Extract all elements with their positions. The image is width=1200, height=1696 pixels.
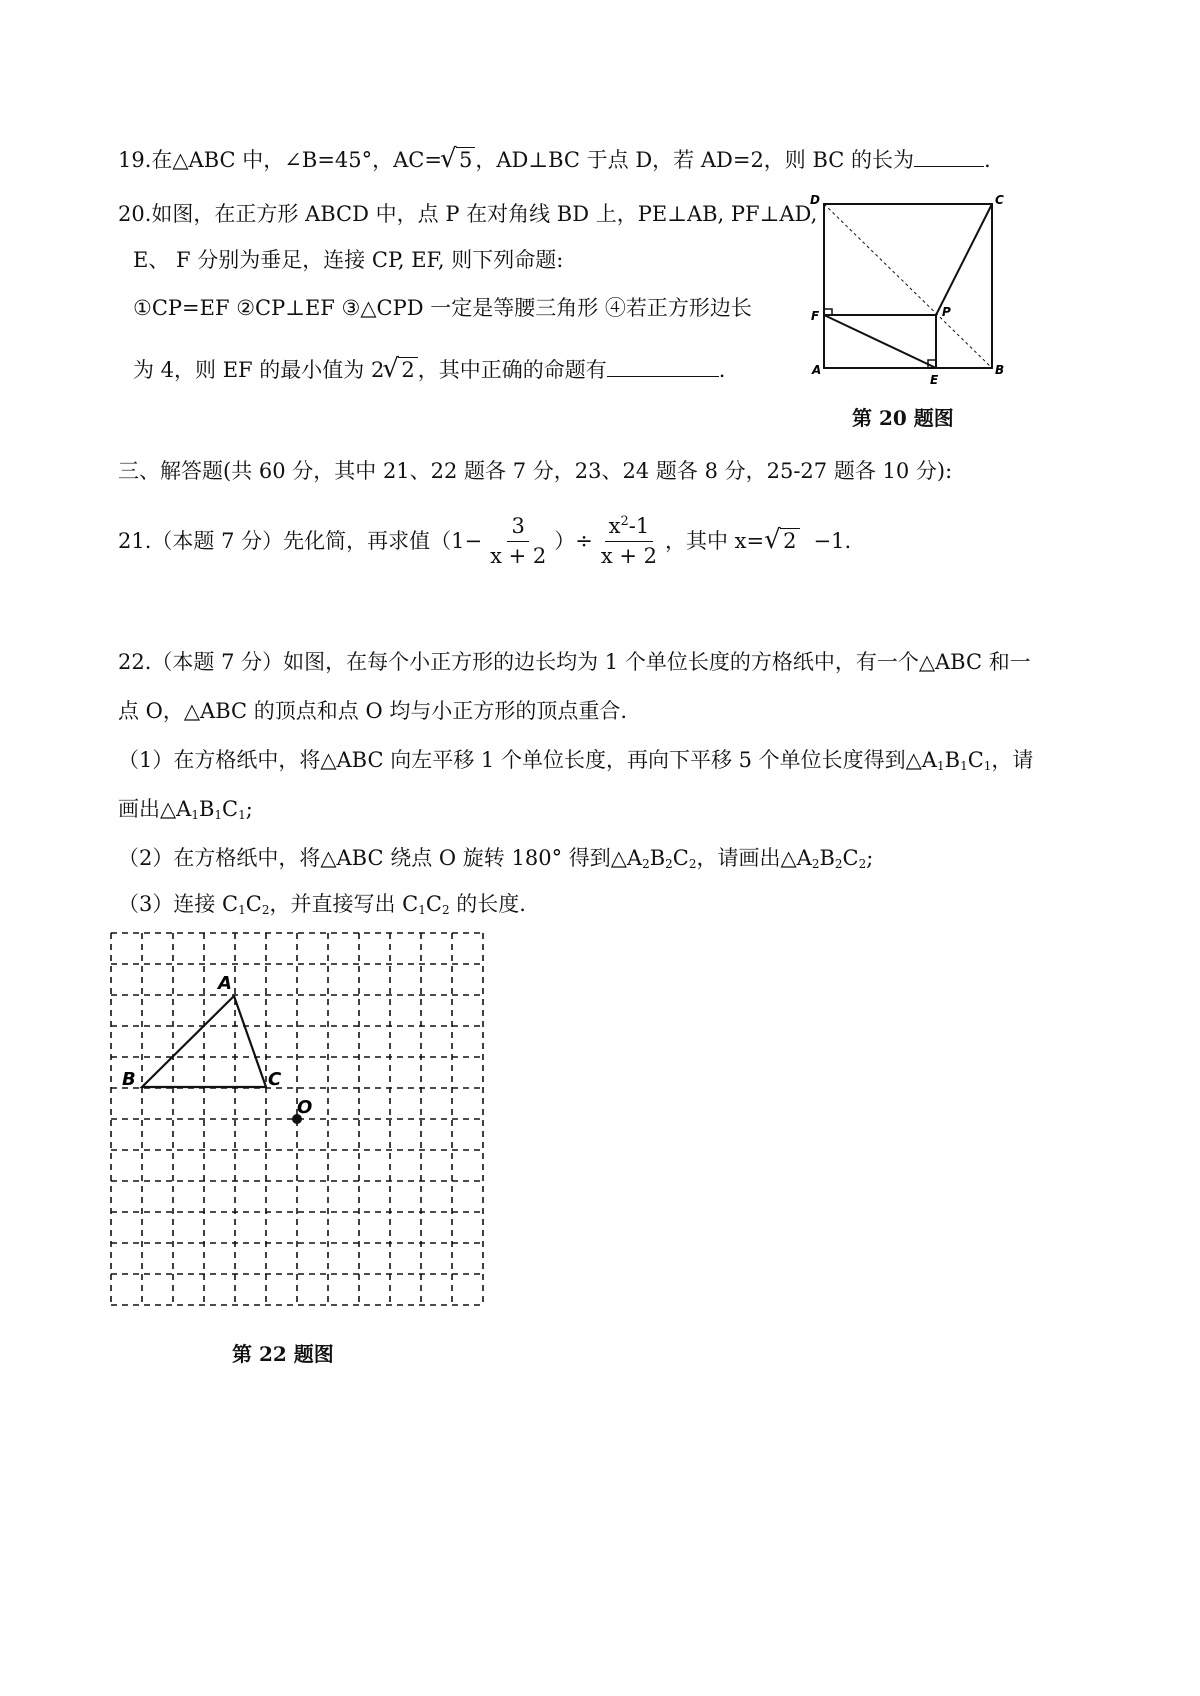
q22-triangle-abc (142, 996, 266, 1087)
q22-part-1-line-2 (118, 797, 253, 822)
q20-label-p: P (942, 305, 951, 319)
q22-part-2 (118, 846, 873, 871)
q22-label-c: C (268, 1069, 282, 1090)
q22-p3-text-d: C (425, 892, 442, 916)
q20-line-1: 20.如图，在正方形 ABCD 中，点 P 在对角线 BD 上，PE⊥AB, PF⊥AD, (118, 202, 818, 226)
q21-frac2-numerator (605, 514, 654, 542)
q22-p3-text-a: （3）连接 C (118, 892, 239, 916)
q22-p2-text-g: ; (866, 846, 874, 870)
q22-p1-text-b: B (944, 748, 961, 772)
q21-fraction-1 (486, 514, 550, 569)
q22-p2-text-a: （2）在方格纸中，将△ABC 绕点 O 旋转 180° 得到△A (118, 846, 643, 870)
q22-p3-text-c: ，并直接写出 C (269, 892, 419, 916)
q20-segment-ef (824, 315, 936, 368)
q22-label-o: O (297, 1097, 313, 1118)
q22-p1l2-text-a: 画出△A (118, 797, 192, 821)
q19-answer-blank[interactable] (914, 146, 984, 167)
q19-line (118, 146, 991, 173)
q21-frac2-denominator: x + 2 (600, 544, 657, 569)
q22-p1-sub-a: 1 (936, 759, 945, 773)
q20-line-4-b: ，其中正确的命题有 (417, 358, 607, 382)
q20-label-d: D (810, 193, 820, 207)
q22-grid-figure[interactable] (100, 925, 500, 1315)
q20-line-4 (133, 356, 725, 383)
q22-label-b: B (122, 1069, 136, 1090)
q21-prefix: 21.（本题 7 分）先化简，再求值（1− (118, 529, 483, 554)
q21-frac2-num-exp: 2 (620, 514, 629, 529)
q22-p1l2-sub-c: 1 (238, 808, 246, 822)
q22-p2-sub-b: 2 (665, 857, 673, 871)
q20-answer-blank[interactable] (607, 356, 719, 377)
q20-segment-cp (936, 204, 992, 315)
q20-label-b: B (995, 363, 1005, 377)
q22-p1-text-a: （1）在方格纸中，将△ABC 向左平移 1 个单位长度，再向下平移 5 个单位长度得到△A (118, 748, 937, 772)
q22-p2-text-e: B (819, 846, 835, 870)
q21-divide: ）÷ (554, 529, 593, 554)
q20-label-a: A (812, 363, 822, 377)
section-3-header: 三、解答题(共 60 分，其中 21、22 题各 7 分，23、24 题各 8 分，25-27 题各 10 分): (118, 459, 953, 483)
q22-part-3 (118, 892, 526, 917)
q22-p2-text-b: B (649, 846, 666, 870)
q22-p3-text-b: C (245, 892, 262, 916)
q22-part-1 (118, 748, 1033, 773)
q22-p2-sub-c: 2 (688, 857, 697, 871)
q20-figure-caption: 第 20 题图 (852, 406, 954, 430)
q21-frac1-numerator: 3 (507, 514, 528, 542)
q22-p2-text-c: C (672, 846, 689, 870)
q19-text-1: 在△ABC 中，∠B=45°，AC= (151, 148, 442, 172)
q22-p1l2-sub-a: 1 (191, 808, 199, 822)
q22-line-1: 22.（本题 7 分）如图，在每个小正方形的边长均为 1 个单位长度的方格纸中，有一个△ABC 和一 (118, 650, 1031, 674)
q19-sqrt-arg: 5 (456, 147, 475, 172)
q19-text-2: ，AD⊥BC 于点 D，若 AD=2，则 BC 的长为 (475, 148, 915, 172)
q20-sqrt-arg: 2 (398, 357, 417, 382)
q22-p3-sub-c: 1 (418, 903, 426, 917)
q22-p2-text-d: ，请画出△A (696, 846, 812, 870)
q22-p1-sub-b: 1 (960, 759, 968, 773)
q22-p3-text-e: 的长度. (449, 892, 526, 916)
q20-label-c: C (995, 193, 1004, 207)
q21-frac2-num-tail: -1 (628, 514, 650, 538)
q20-sqrt (384, 358, 417, 383)
q22-label-a: A (218, 973, 232, 994)
q22-p1l2-sub-b: 1 (214, 808, 223, 822)
q21-frac1-denominator: x + 2 (490, 544, 547, 569)
q20-diagonal-bd (824, 204, 992, 368)
q22-p1-text-d: ，请 (991, 748, 1034, 772)
q22-p1-sub-c: 1 (983, 759, 992, 773)
q22-p2-sub-e: 2 (834, 857, 843, 871)
q22-p1l2-text-c: C (222, 797, 239, 821)
q21-fraction-2 (597, 514, 661, 569)
q22-p1l2-text-d: ; (245, 797, 253, 821)
q22-p3-sub-b: 2 (261, 903, 270, 917)
q22-line-2: 点 O，△ABC 的顶点和点 O 均与小正方形的顶点重合. (118, 699, 628, 723)
q19-number: 19. (118, 148, 152, 172)
q21-tail: −1. (813, 529, 852, 554)
q20-label-e: E (930, 373, 939, 387)
q22-p2-text-f: C (842, 846, 859, 870)
q20-line-4-a: 为 4，则 EF 的最小值为 2 (133, 358, 385, 382)
q22-p1-text-c: C (967, 748, 984, 772)
q22-p2-sub-d: 2 (811, 857, 820, 871)
q19-sqrt (442, 148, 475, 173)
q20-line-2: E、 F 分别为垂足，连接 CP, EF, 则下列命题: (133, 248, 564, 272)
q20-end: . (718, 358, 726, 382)
q22-p3-sub-d: 2 (441, 903, 450, 917)
q22-p2-sub-f: 2 (858, 857, 867, 871)
q20-label-f: F (811, 309, 820, 323)
q22-p3-sub-a: 1 (238, 903, 246, 917)
q20-figure (808, 190, 1018, 390)
q21-sqrt (766, 529, 799, 554)
q19-end: . (984, 148, 991, 172)
q21-sqrt-arg: 2 (780, 528, 799, 553)
q21-mid: ，其中 x= (665, 529, 765, 554)
q21-line (118, 514, 851, 569)
q20-line-3: ①CP=EF ②CP⊥EF ③△CPD 一定是等腰三角形 ④若正方形边长 (133, 296, 752, 320)
q22-figure-caption: 第 22 题图 (232, 1342, 334, 1366)
q21-frac2-num-base: x (608, 514, 621, 538)
q22-p2-sub-a: 2 (642, 857, 650, 871)
q22-p1l2-text-b: B (198, 797, 215, 821)
